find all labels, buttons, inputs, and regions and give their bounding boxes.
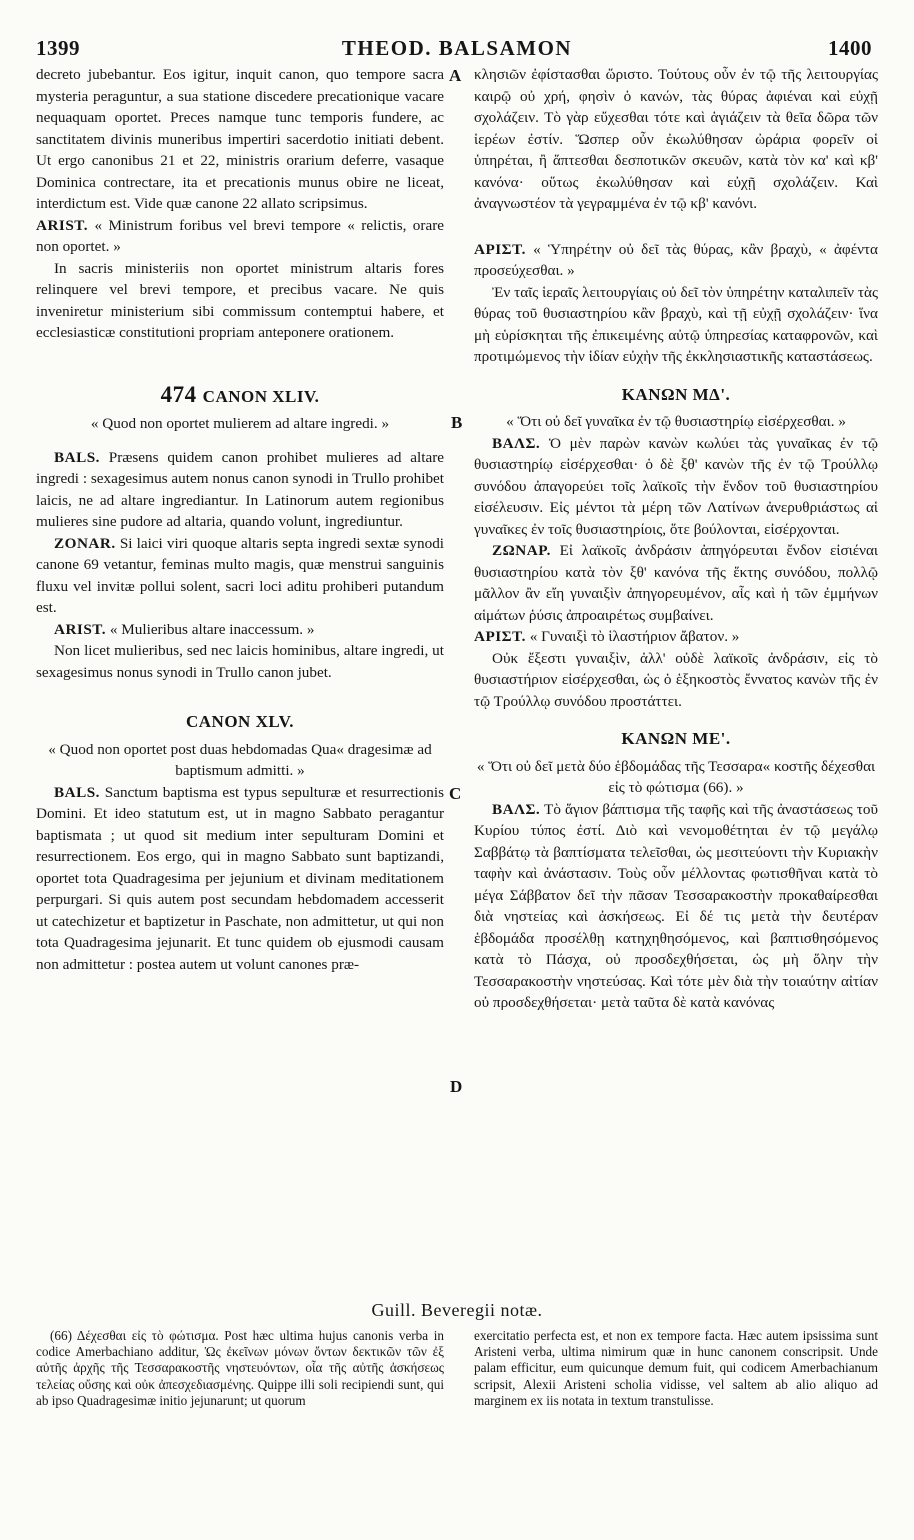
citation-text: « Ministrum foribus vel brevi tempore « relictis, orare non oportet. » (36, 216, 445, 255)
canon-heading (36, 381, 444, 408)
comment-text: Εἰ λαϊκοῖς ἀνδράσιν ἀπηγόρευται ἔνδον εἰσιέναι θυσιαστηρίου κατὰ τὸν ξθ' κανόνα τῆς ἕκτης συνόδου, πολλῷ μᾶλλον ἂν εἴη γυναιξὶν ἀπηγορευμένον, αἷς καὶ ἡ τῶν ἐμμήνων αἱμάτων ῥύσις ἀπροαιρέτως συμβαίνει. (474, 542, 879, 624)
citation-text: « Mulieribus altare inaccessum. » (109, 620, 315, 638)
latin-zonaras-comment (36, 533, 444, 619)
latin-aristenus-citation (36, 215, 444, 258)
column-number: 474 (160, 381, 197, 407)
speaker-label: ΖΩΝΑΡ. (492, 542, 551, 559)
canon-heading (36, 711, 444, 733)
latin-paragraph: Non licet mulieribus, sed nec laicis hominibus, altare ingredi, ut sexagesimus nonus synodi in Trullo canon jubet. (36, 642, 444, 681)
latin-paragraph: In sacris ministeriis non oportet ministrum altaris fores relinquere vel brevi tempore, et precibus vacare. Ne quis inveniretur ministerium sibi commissum contemptui habere, et ecclesiasticæ constitutioni propriam anteponere orationem. (36, 259, 444, 341)
greek-paragraph: Οὐκ ἔξεστι γυναιξὶν, ἀλλ' οὐδὲ λαϊκοῖς ἀνδράσιν, εἰς τὸ θυσιαστήριον εἰσέρχεσθαι, ὡς ὁ ἑξηκοστὸς ἔννατος κανὼν τῆς ἐν τῷ Τρούλλῳ συνόδου προστάττει. (474, 649, 878, 710)
speaker-label: BALS. (54, 783, 100, 801)
footnote-left (36, 1328, 444, 1409)
page-number-left: 1399 (36, 36, 80, 60)
margin-marker-c: C (449, 784, 462, 803)
latin-balsamon-comment (36, 782, 444, 976)
canon-title: CANON XLV. (186, 712, 294, 731)
speaker-label: ARIST. (36, 216, 89, 234)
latin-aristenus-citation (36, 619, 444, 641)
speaker-label: ΒΑΛΣ. (492, 434, 541, 452)
footnote-text: exercitatio perfecta est, et non ex tempore facta. Hæc autem ipsissima sunt Aristeni verba, ultima nimirum quæ in hunc canonem conscripsit. Unde palam efficitur, eum quicunque demum fuit, qui codicem Amerbachianum scripsit, Alexii Aristeni scholia vidisse, vel saltem ab alio aliquo ad marginem ex iis notata in textum transtulisse. (474, 1328, 878, 1408)
canon-heading (474, 384, 878, 406)
page-number-right: 1400 (828, 36, 872, 60)
speaker-label: ΑΡΙΣΤ. (474, 628, 526, 645)
speaker-label: ΒΑΛΣ. (492, 800, 541, 818)
footnote-right (474, 1328, 878, 1409)
canon-heading (474, 728, 878, 750)
spacer (36, 435, 444, 447)
margin-marker-a: A (449, 66, 462, 85)
comment-text: Præsens quidem canon prohibet mulieres ad altare ingredi : sexagesimus autem nonus canon synodi in Trullo prohibet laicis, ne ad altare ingrediantur. In Latinorum autem regionibus mulieres sine pudore ad altaria, quando volunt, ingrediuntur. (36, 448, 444, 530)
greek-balsamon-comment (474, 799, 878, 1014)
canon-citation: « Quod non oportet mulierem ad altare ingredi. » (90, 415, 390, 432)
spacer (36, 344, 444, 368)
canon-citation: « Ὅτι οὐ δεῖ γυναῖκα ἐν τῷ θυσιαστηρίῳ εἰσέρχεσθαι. » (506, 413, 846, 430)
latin-column (36, 64, 444, 975)
footnote-text: (66) Δέχεσθαι εἰς τὸ φώτισμα. Post hæc ultima hujus canonis verba in codice Amerbachiano additur, Ὡς ἐκεῖνων μόνων ὄντων δεκτικῶν τῶν ἐξ αὐτῆς ἀρχῆς τῆς Τεσσαρακοστῆς νηστευόντων, οἷα τῆς αὐτῆς ἀσκήσεως τελείας οὔσης καὶ οὐκ ἀπεσχεδιασμένης. Quippe illi soli recipiendi sunt, qui ab ipso Quadragesimæ initio jejunarunt; ut quorum (36, 1328, 444, 1408)
speaker-label: ARIST. (54, 620, 107, 638)
margin-marker-b: B (451, 413, 463, 432)
comment-text: Sanctum baptisma est typus sepulturæ et resurrectionis Domini. Et ideo statutum est, ut in magno Sabbato peragantur baptismata ; ut quod sit medium inter sepulturam Domini et resurrectionem. Eos ergo, qui in magno Sabbato sunt baptizandi, oportet tota Quadragesima per jejunium et divinam meditationem perpurgari. Si quis autem post secundam hebdomadem accesserit ut catechizetur et baptizetur in Paschate, non admittetur, ut qui non tota Quadragesima jejunarit. Et tunc quidem ob ejusmodi causam non admittetur : postea autem ut volunt canones præ- (36, 783, 444, 973)
notes-title: Guill. Beveregii notæ. (371, 1300, 543, 1320)
canon-title: ΚΑΝΩΝ ΜΕ'. (621, 729, 731, 748)
greek-aristenus-citation (474, 239, 878, 282)
comment-text: Ὁ μὲν παρὼν κανὼν κωλύει τὰς γυναῖκας ἐν τῷ θυσιαστηρίῳ εἰσέρχεσθαι· ὁ δὲ ξθ' κανὼν τῆς ἐν τῷ Τρούλλῳ συνόδου ἀπαγορεύει τοῖς λαϊκοῖς τὴν ἔνδον τοῦ θυσιαστηρίου εἰσέλευσιν. Εἰς μέντοι τὰ μέρη τῶν Λατίνων ἀνερυθριάστως αἱ γυναῖκες ἐν τοῖς θυσιαστηρίοις, ὅτε βούλονται, εἰσέρχονται. (474, 434, 878, 538)
speaker-label: ΑΡΙΣΤ. (474, 240, 526, 258)
latin-paragraph: decreto jubebantur. Eos igitur, inquit canon, quo tempore sacra mysteria peraguntur, a sua statione discedere precationique vacare nequaquam oportet. Preces namque tunc temporis fundere, ac sanctitatem divinis muneribus impertiri sacerdotio initiati debent. Ut ergo canonibus 21 et 22, ministris orarium deferre, vasaque Dominica contrectare, ita et precationis munus obire ne liceat, interdictum est. Vide quæ canone 22 allato scripsimus. (36, 66, 444, 212)
canon-title: CANON XLIV. (202, 386, 320, 406)
greek-zonaras-comment (474, 540, 878, 626)
greek-paragraph: κλησιῶν ἐφίστασθαι ὥριστο. Τούτους οὖν ἐν τῷ τῆς λειτουργίας καιρῷ οὐ χρή, φησὶν ὁ κανών, τὰς θύρας ἀφιέναι καὶ εὐχῇ σχολάζειν. Τὸ γὰρ εὔχεσθαι τότε καὶ ἁγιάζειν τὰ θεῖα δῶρα τῶν ἱερέων ἐστίν. Ὥσπερ οὖν ἐκωλύθησαν ὠράρια φορεῖν οἱ ὑπηρέται, ἢ ἅπτεσθαι δεσποτικῶν σκευῶν, κατὰ τὸν κα' καὶ κβ' κανόνα· οὕτως ἐκωλύθησαν καὶ εὐχῇ σχολάζειν. Καὶ ἀναγνωστέον τὰ γεγραμμένα ἐν τῷ κβ' κανόνι. (474, 66, 878, 212)
citation-text: « Γυναιξὶ τὸ ἱλαστήριον ἄβατον. » (529, 628, 740, 645)
canon-citation: « Quod non oportet post duas hebdomadas Qua« dragesimæ ad baptismum admitti. » (48, 740, 432, 779)
comment-text: Si laici viri quoque altaris septa ingredi sextæ synodi canone 69 vetantur, feminas multo magis, quæ menstrui sanguinis fluxu vel invitæ pollui solent, sacri loci aditu prohiberi putandum est. (36, 534, 445, 616)
canon-citation: « Ὅτι οὐ δεῖ μετὰ δύο ἑβδομάδας τῆς Τεσσαρα« κοστῆς δέχεσθαι εἰς τὸ φώτισμα (66). » (476, 757, 876, 796)
speaker-label: BALS. (54, 448, 100, 466)
greek-aristenus-citation (474, 626, 878, 648)
citation-text: « Ὑπηρέτην οὐ δεῖ τὰς θύρας, κἂν βραχὺ, « ἀφέντα προσεύχεσθαι. » (474, 240, 878, 279)
margin-marker-d: D (450, 1077, 463, 1096)
greek-column (474, 64, 878, 1014)
canon-title: ΚΑΝΩΝ ΜΔ'. (621, 384, 731, 404)
running-title: THEOD. BALSAMON (341, 36, 573, 60)
comment-text: Τὸ ἅγιον βάπτισμα τῆς ταφῆς καὶ τῆς ἀναστάσεως τοῦ Κυρίου τύπος ἐστί. Διὸ καὶ νενομοθέτηται ἐν τῷ μεγάλῳ Σαββάτῳ τὰ βαπτίσματα τελεῖσθαι, ὡς μεσιτεύοντι τὴν Κυριακὴν ταφὴν καὶ ἀνάστασιν. Τοὺς οὖν μέλλοντας φωτισθῆναι κατὰ τὸ μέγα Σάββατον δεῖ τὴν πᾶσαν Τεσσαρακοστὴν προκαθαίρεσθαι διὰ νηστείας καὶ ἀσκήσεως. Εἰ δέ τις μετὰ τὴν δευτέραν ἑβδομάδα προσέλθῃ κατηχηθησόμενος, καὶ βαπτισθησόμενος κατὰ τὸ Πάσχα, οὐ προσδεχθήσεται, ὡς μὴ ὅλην τὴν Τεσσαρακοστὴν νηστεύσας. Καὶ τότε μὲν διὰ τὴν τοιαύτην αἰτίαν οὐ προσδεχθήσεται· μετὰ ταῦτα δὲ κατὰ κανόνας (474, 800, 878, 1011)
latin-balsamon-comment (36, 447, 444, 533)
speaker-label: ZONAR. (54, 534, 116, 552)
greek-balsamon-comment (474, 433, 878, 541)
spacer (474, 215, 878, 239)
spacer (36, 683, 444, 695)
greek-paragraph: Ἐν ταῖς ἱεραῖς λειτουργίαις οὐ δεῖ τὸν ὑπηρέτην καταλιπεῖν τὰς θύρας τοῦ θυσιαστηρίου κἂν βραχὺ, καὶ τῇ εὐχῇ σχολάζειν· ἵνα μὴ εὑρίσκηται τῆς ἐπικειμένης αὐτῷ ὑπηρεσίας καταφρονῶν, καὶ προτιμώμενος τὴν ἰδίαν εὐχὴν τῆς ἐκκλησιαστικῆς καταστάσεως. (474, 283, 878, 365)
